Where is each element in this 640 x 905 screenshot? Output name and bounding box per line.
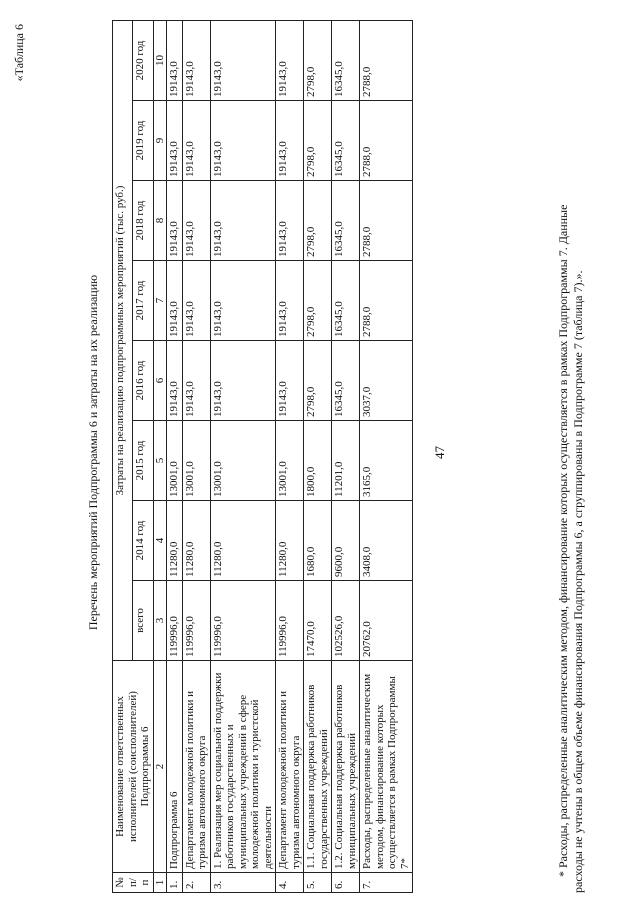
column-number: 4	[153, 501, 167, 581]
row-year-value: 19143,0	[276, 20, 304, 100]
table-row	[304, 20, 332, 892]
row-year-value: 2788,0	[360, 20, 413, 100]
row-total-value: 102526,0	[332, 581, 360, 661]
row-year-value: 2798,0	[304, 101, 332, 181]
row-name: Подпрограмма 6	[167, 661, 183, 873]
row-year-value: 2798,0	[304, 341, 332, 421]
row-year-value: 13001,0	[210, 421, 276, 501]
column-number: 6	[153, 341, 167, 421]
row-year-value: 13001,0	[182, 421, 210, 501]
table-row	[182, 20, 210, 892]
header-no: № п/п	[113, 873, 154, 893]
footnote	[556, 21, 586, 893]
row-number: 1.	[167, 873, 183, 893]
column-number: 9	[153, 101, 167, 181]
row-year-value: 16345,0	[332, 261, 360, 341]
column-number: 1	[153, 873, 167, 893]
row-year-value: 19143,0	[167, 101, 183, 181]
row-year-value: 19143,0	[182, 101, 210, 181]
row-year-value: 19143,0	[182, 341, 210, 421]
header-row-1	[113, 20, 133, 892]
column-number: 8	[153, 181, 167, 261]
column-number: 5	[153, 421, 167, 501]
row-year-value: 19143,0	[182, 181, 210, 261]
row-year-value: 2798,0	[304, 20, 332, 100]
header-year: 2019 год	[133, 101, 153, 181]
row-year-value: 19143,0	[210, 20, 276, 100]
row-year-value: 3165,0	[360, 421, 413, 501]
row-name: 1. Реализация мер социальной поддержки работников государственных и муниципальных учреждений в сфере молодежной политики и туристской деятельности	[210, 661, 276, 873]
column-number: 10	[153, 20, 167, 100]
table-label: «Таблица 6	[12, 24, 26, 82]
header-year: 2018 год	[133, 181, 153, 261]
row-year-value: 3408,0	[360, 501, 413, 581]
row-year-value: 19143,0	[276, 261, 304, 341]
row-year-value: 19143,0	[182, 261, 210, 341]
row-year-value: 19143,0	[210, 261, 276, 341]
row-year-value: 16345,0	[332, 341, 360, 421]
row-name: 1.1. Социальная поддержка работников государственных учреждений	[304, 661, 332, 873]
row-total-value: 119996,0	[210, 581, 276, 661]
row-total-value: 20762,0	[360, 581, 413, 661]
row-year-value: 2788,0	[360, 181, 413, 261]
table-row	[167, 20, 183, 892]
row-year-value: 19143,0	[182, 20, 210, 100]
header-year: 2020 год	[133, 20, 153, 100]
header-costs-group: Затраты на реализацию подпрограммных мероприятий (тыс. руб.)	[113, 20, 133, 660]
row-number: 2.	[182, 873, 210, 893]
data-rows	[167, 20, 413, 892]
row-year-value: 2798,0	[304, 181, 332, 261]
header-year: 2016 год	[133, 341, 153, 421]
row-year-value: 13001,0	[276, 421, 304, 501]
row-total-value: 17470,0	[304, 581, 332, 661]
row-total-value: 119996,0	[182, 581, 210, 661]
header-name: Наименование ответственных исполнителей (соисполнителей) Подпрограммы 6	[113, 661, 154, 873]
row-year-value: 19143,0	[167, 341, 183, 421]
row-year-value: 19143,0	[276, 341, 304, 421]
row-name: Департамент молодежной политики и туризма автономного округа	[182, 661, 210, 873]
table-row	[210, 20, 276, 892]
document-title: Перечень мероприятий Подпрограммы 6 и затраты на их реализацию	[86, 274, 100, 631]
row-total-value: 119996,0	[167, 581, 183, 661]
table-row	[332, 20, 360, 892]
row-year-value: 19143,0	[210, 101, 276, 181]
row-year-value: 19143,0	[167, 261, 183, 341]
row-year-value: 19143,0	[210, 341, 276, 421]
row-year-value: 1680,0	[304, 501, 332, 581]
table-row	[276, 20, 304, 892]
column-number: 2	[153, 661, 167, 873]
row-year-value: 11280,0	[167, 501, 183, 581]
column-number: 3	[153, 581, 167, 661]
page-number: 47	[432, 446, 447, 459]
row-year-value: 16345,0	[332, 20, 360, 100]
column-number: 7	[153, 261, 167, 341]
row-year-value: 11280,0	[210, 501, 276, 581]
row-number: 4.	[276, 873, 304, 893]
row-year-value: 19143,0	[210, 181, 276, 261]
row-name: 1.2. Социальная поддержка работников муниципальных учреждений	[332, 661, 360, 873]
row-year-value: 19143,0	[167, 181, 183, 261]
row-year-value: 13001,0	[167, 421, 183, 501]
row-number: 3.	[210, 873, 276, 893]
row-name: Расходы, распределенные аналитическим методом, финансирование которых осуществляется в рамках Подпрограммы 7*	[360, 661, 413, 873]
row-name: Департамент молодежной политики и туризма автономного округа	[276, 661, 304, 873]
row-year-value: 3037,0	[360, 341, 413, 421]
row-year-value: 2798,0	[304, 261, 332, 341]
row-year-value: 16345,0	[332, 181, 360, 261]
row-year-value: 2788,0	[360, 261, 413, 341]
row-year-value: 19143,0	[167, 20, 183, 100]
header-year: 2017 год	[133, 261, 153, 341]
row-number: 5.	[304, 873, 332, 893]
row-number: 6.	[332, 873, 360, 893]
footnote-line-2: расходы не учтены в общем объеме финансирования Подпрограммы 6, а сгруппированы в Подпрограмме 7 (таблица 7).».	[571, 270, 585, 893]
header-year: 2015 год	[133, 421, 153, 501]
row-year-value: 19143,0	[276, 101, 304, 181]
row-year-value: 2788,0	[360, 101, 413, 181]
column-number-row	[153, 20, 167, 892]
table-row	[360, 20, 413, 892]
header-year: 2014 год	[133, 501, 153, 581]
row-year-value: 19143,0	[276, 181, 304, 261]
row-year-value: 1800,0	[304, 421, 332, 501]
row-year-value: 9600,0	[332, 501, 360, 581]
row-total-value: 119996,0	[276, 581, 304, 661]
costs-table	[112, 20, 413, 893]
row-number: 7.	[360, 873, 413, 893]
row-year-value: 11201,0	[332, 421, 360, 501]
header-total: всего	[133, 581, 153, 661]
row-year-value: 16345,0	[332, 101, 360, 181]
footnote-line-1: * Расходы, распределенные аналитическим методом, финансирование которых осуществляется в рамках Подпрограммы 7. Данные	[556, 204, 570, 877]
row-year-value: 11280,0	[276, 501, 304, 581]
row-year-value: 11280,0	[182, 501, 210, 581]
